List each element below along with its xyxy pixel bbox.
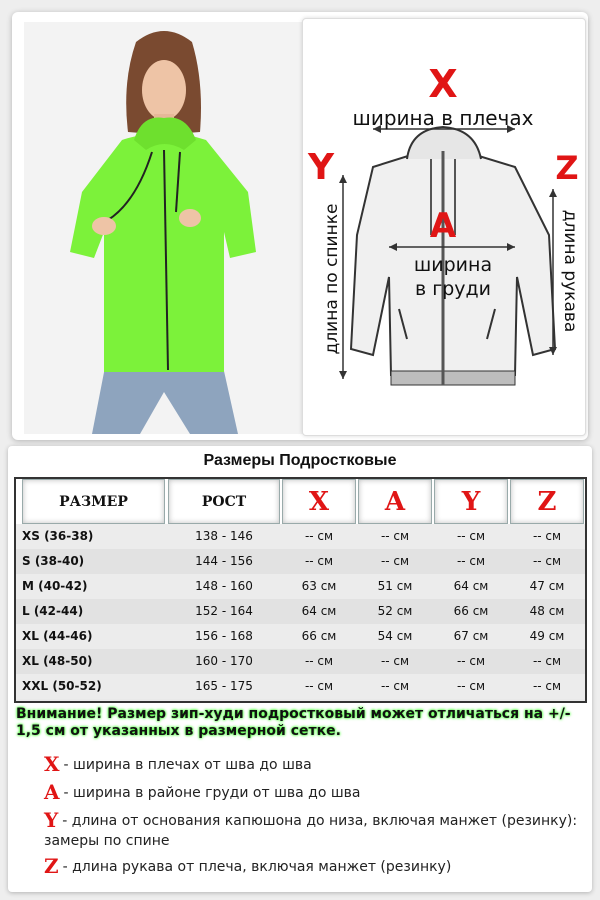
cell-a: -- см <box>380 529 410 543</box>
cell-size: XL (44-46) <box>22 629 93 643</box>
table-title: Размеры Подростковые <box>203 452 397 469</box>
diagram-chest-label-2: в груди <box>414 278 492 300</box>
diagram-shoulder-label: ширина в плечах <box>352 106 534 130</box>
diagram-chest-label-1: ширина <box>413 254 493 276</box>
cell-z: -- см <box>532 679 562 693</box>
diagram-letter-z: Z <box>555 149 579 187</box>
cell-x: -- см <box>304 654 334 668</box>
diagram-sleeve-label: длина рукава <box>560 209 580 333</box>
cell-y: 67 см <box>453 629 489 643</box>
header-x-letter: X <box>308 486 330 517</box>
cell-x: -- см <box>304 529 334 543</box>
cell-z: -- см <box>532 529 562 543</box>
legend-item-z <box>44 856 584 877</box>
legend-item-a <box>44 782 584 803</box>
cell-z: 49 см <box>529 629 565 643</box>
table-row <box>16 649 585 674</box>
cell-y: -- см <box>456 654 486 668</box>
size-table <box>14 477 587 703</box>
cell-y: -- см <box>456 679 486 693</box>
cell-height: 160 - 170 <box>195 654 253 668</box>
cell-z: -- см <box>532 654 562 668</box>
size-info-card <box>8 446 592 892</box>
cell-y: 64 см <box>453 579 489 593</box>
table-row <box>16 524 585 549</box>
size-warning: Внимание! Размер зип-худи подростковый может отличаться на +/- 1,5 см от указанных в размерной сетке. <box>16 706 571 739</box>
cell-x: 64 см <box>301 604 337 618</box>
cell-height: 138 - 146 <box>195 529 253 543</box>
table-row <box>16 624 585 649</box>
legend-text-a: - ширина в районе груди от шва до шва <box>63 785 361 801</box>
product-card <box>12 12 588 440</box>
header-size <box>22 479 165 524</box>
cell-size: M (40-42) <box>22 579 88 593</box>
legend-letter-z: Z <box>44 854 59 878</box>
cell-a: 51 см <box>377 579 413 593</box>
legend-letter-x: X <box>44 752 60 776</box>
header-x <box>282 479 356 524</box>
diagram-letter-y: Y <box>307 147 335 188</box>
cell-x: -- см <box>304 679 334 693</box>
cell-y: -- см <box>456 529 486 543</box>
cell-z: 48 см <box>529 604 565 618</box>
cell-a: -- см <box>380 654 410 668</box>
cell-z: -- см <box>532 554 562 568</box>
cell-height: 152 - 164 <box>195 604 253 618</box>
cell-a: -- см <box>380 679 410 693</box>
cell-size: XXL (50-52) <box>22 679 102 693</box>
header-z <box>510 479 584 524</box>
legend-letter-a: A <box>44 780 60 804</box>
header-height <box>168 479 280 524</box>
header-y-letter: Y <box>461 486 481 517</box>
table-row <box>16 674 585 699</box>
cell-a: -- см <box>380 554 410 568</box>
cell-a: 54 см <box>377 629 413 643</box>
legend-text-y: - длина от основания капюшона до низа, включая манжет (резинку): замеры по спине <box>44 813 578 849</box>
model-illustration <box>24 22 304 434</box>
header-a-letter: A <box>384 486 406 517</box>
cell-a: 52 см <box>377 604 413 618</box>
cell-x: 63 см <box>301 579 337 593</box>
cell-z: 47 см <box>529 579 565 593</box>
cell-x: -- см <box>304 554 334 568</box>
table-row <box>16 549 585 574</box>
hoodie-diagram <box>303 19 587 437</box>
header-z-letter: Z <box>537 486 557 517</box>
header-a <box>358 479 432 524</box>
legend-letter-y: Y <box>44 808 59 832</box>
diagram-letter-x: X <box>428 62 458 106</box>
table-body <box>16 524 585 701</box>
table-header <box>16 479 585 524</box>
cell-height: 144 - 156 <box>195 554 253 568</box>
legend-text-x: - ширина в плечах от шва до шва <box>63 757 312 773</box>
diagram-letter-a: A <box>429 206 457 246</box>
cell-size: XS (36-38) <box>22 529 94 543</box>
header-height-label: РОСТ <box>201 493 247 510</box>
cell-size: S (38-40) <box>22 554 85 568</box>
legend-item-x <box>44 754 584 775</box>
cell-size: XL (48-50) <box>22 654 93 668</box>
cell-height: 148 - 160 <box>195 579 253 593</box>
measurement-diagram <box>302 18 586 436</box>
table-row <box>16 599 585 624</box>
model-photo <box>24 22 304 434</box>
cell-x: 66 см <box>301 629 337 643</box>
cell-height: 156 - 168 <box>195 629 253 643</box>
cell-height: 165 - 175 <box>195 679 253 693</box>
cell-y: -- см <box>456 554 486 568</box>
header-y <box>434 479 508 524</box>
header-size-label: РАЗМЕР <box>59 493 128 510</box>
legend-text-z: - длина рукава от плеча, включая манжет (резинку) <box>62 859 452 875</box>
legend-item-y <box>44 810 584 851</box>
cell-size: L (42-44) <box>22 604 84 618</box>
table-row <box>16 574 585 599</box>
diagram-back-label: длина по спинке <box>322 203 342 355</box>
cell-y: 66 см <box>453 604 489 618</box>
